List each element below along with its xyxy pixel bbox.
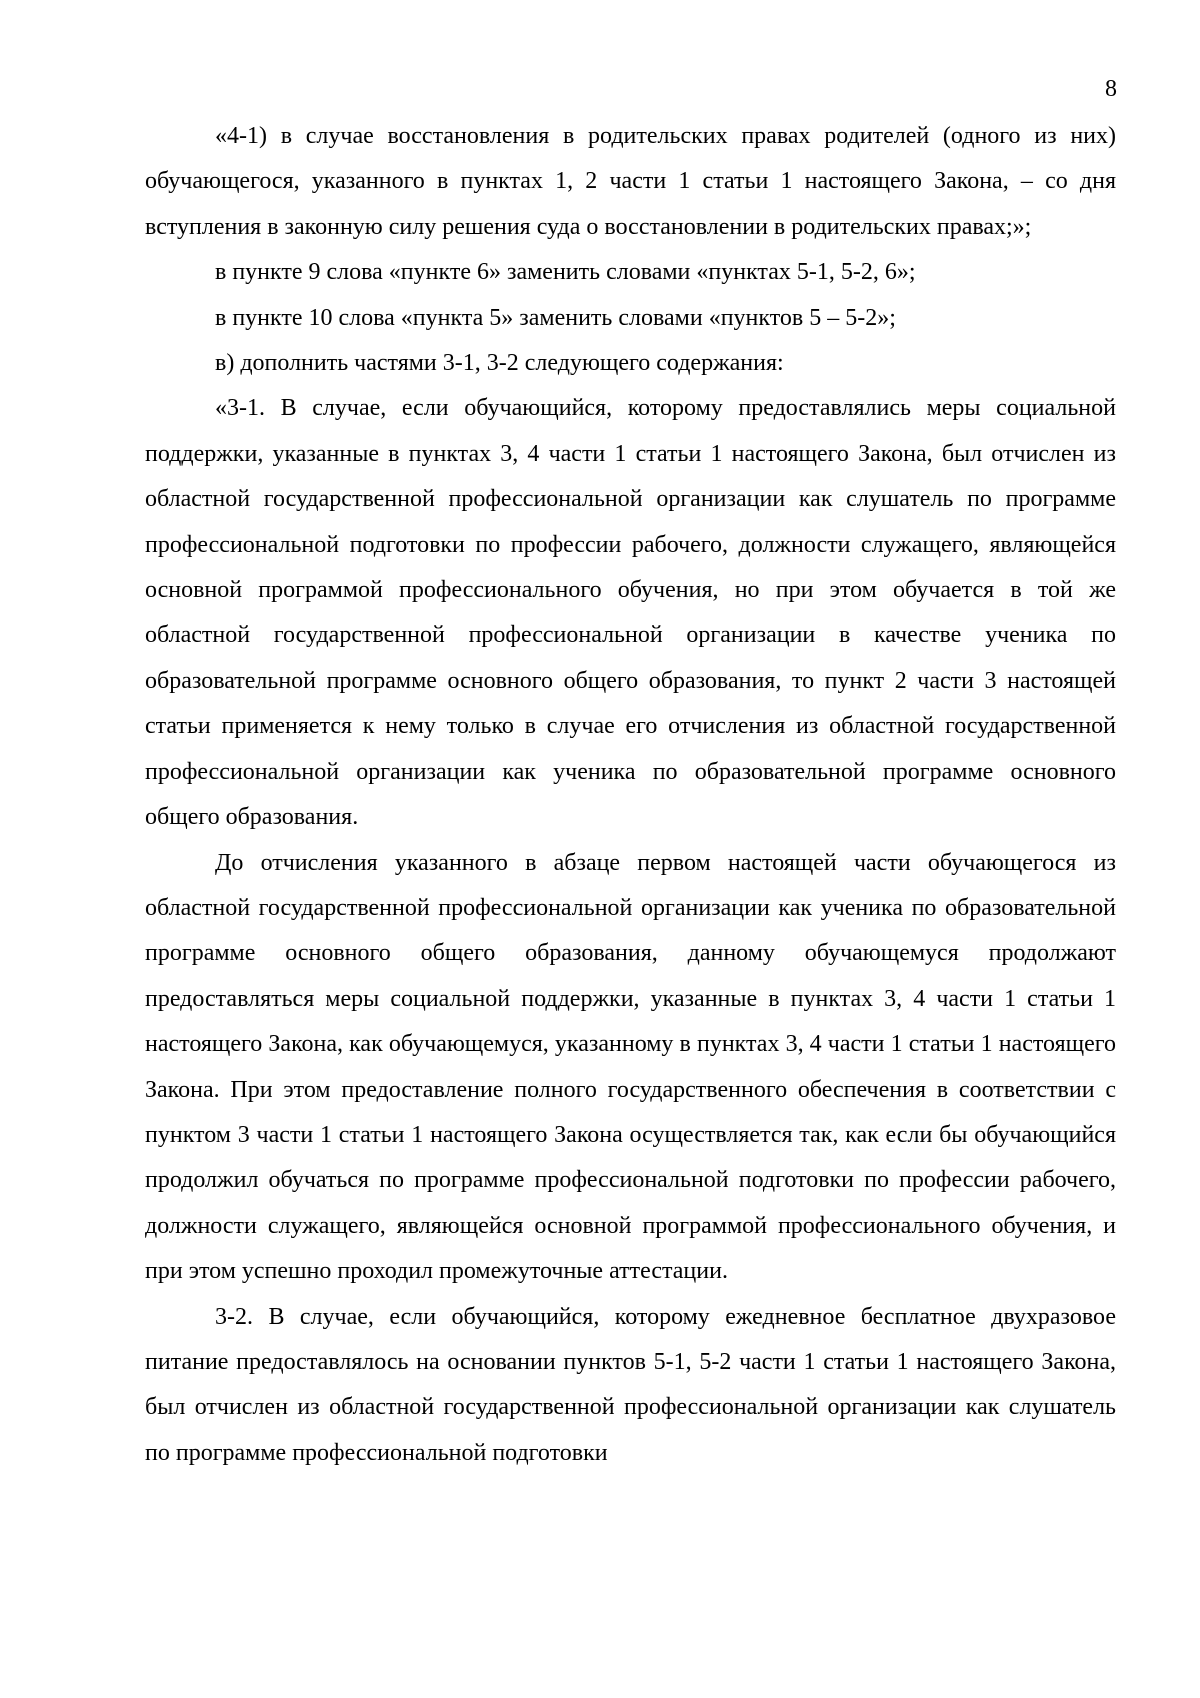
paragraph-point-10: в пункте 10 слова «пункта 5» заменить словами «пунктов 5 – 5-2»; (215, 304, 896, 331)
paragraph-part-3-1-second: До отчисления указанного в абзаце первом настоящей части обучающегося из областной государственной профессиональной организации как ученика по образовательной программе основного общего образования, данному обучающемуся продолжают предоставляться меры социальной поддержки, указанные в пунктах 3, 4 части 1 статьи 1 настоящего Закона, как обучающемуся, указанному в пунктах 3, 4 части 1 статьи 1 настоящего Закона. При этом предоставление полного государственного обеспечения в соответствии с пунктом 3 части 1 статьи 1 настоящего Закона осуществляется так, как если бы обучающийся продолжил обучаться по программе профессиональной подготовки по профессии рабочего, должности служащего, являющейся основной программой профессионального обучения, и при этом успешно проходил промежуточные аттестации. (145, 849, 1116, 1285)
document-body (145, 114, 1116, 1476)
paragraph-part-3-1: «3-1. В случае, если обучающийся, которому предоставлялись меры социальной поддержки, указанные в пунктах 3, 4 части 1 статьи 1 настоящего Закона, был отчислен из областной государственной профессиональной организации как слушатель по программе профессиональной подготовки по профессии рабочего, должности служащего, являющейся основной программой профессионального обучения, но при этом обучается в той же областной государственной профессиональной организации в качестве ученика по образовательной программе основного общего образования, то пункт 2 части 3 настоящей статьи применяется к нему только в случае его отчисления из областной государственной профессиональной организации как ученика по образовательной программе основного общего образования. (145, 395, 1116, 831)
paragraph-part-3-2: 3-2. В случае, если обучающийся, которому ежедневное бесплатное двухразовое питание предоставлялось на основании пунктов 5-1, 5-2 части 1 статьи 1 настоящего Закона, был отчислен из областной государственной профессиональной организации как слушатель по программе профессиональной подготовки (145, 1303, 1116, 1466)
paragraph-point-9: в пункте 9 слова «пункте 6» заменить словами «пунктах 5-1, 5-2, 6»; (215, 259, 916, 286)
paragraph-amendment-v: в) дополнить частями 3-1, 3-2 следующего содержания: (215, 350, 784, 377)
paragraph-4-1: «4-1) в случае восстановления в родительских правах родителей (одного из них) обучающегося, указанного в пунктах 1, 2 части 1 статьи 1 настоящего Закона, – со дня вступления в законную силу решения суда о восстановлении в родительских правах;»; (145, 123, 1116, 240)
page-number: 8 (1105, 76, 1117, 102)
